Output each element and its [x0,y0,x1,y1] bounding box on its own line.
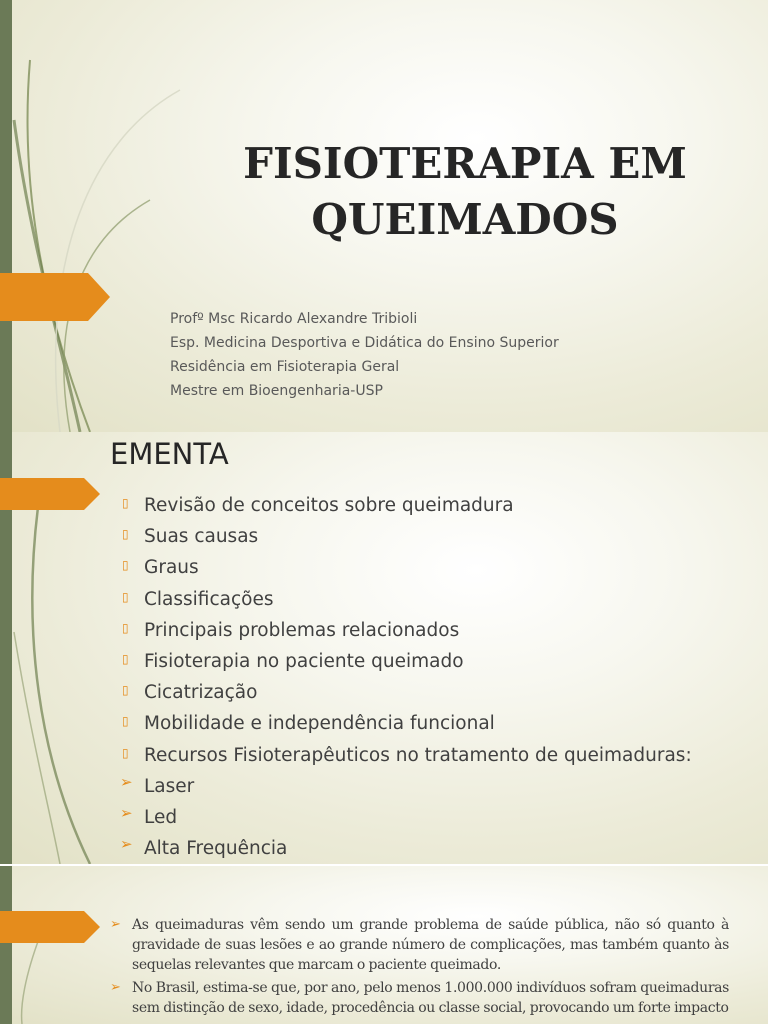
decorative-leaf-curves [0,866,120,1024]
presenter-credentials [170,307,559,403]
box-bullet-icon: ▯ [122,589,129,604]
ementa-item [120,771,692,802]
credential-line: Esp. Medicina Desportiva e Didática do Ensino Superior [170,335,559,351]
ementa-slide [0,432,768,864]
orange-arrow-tab [0,273,110,321]
ementa-item [120,833,692,864]
ementa-item [120,740,692,771]
box-bullet-icon: ▯ [122,652,129,667]
paragraph-list [110,915,729,1021]
content-slide [0,866,768,1024]
ementa-bullet-list [120,490,692,864]
ementa-item [120,646,692,677]
ementa-item-text: Alta Frequência [144,838,288,860]
ementa-item-text: Laser [144,775,195,797]
orange-arrow-tab [0,478,100,510]
ementa-item-text: Cicatrização [144,682,258,704]
ementa-item-text: Revisão de conceitos sobre queimadura [144,495,514,516]
slide-side-bar [0,866,12,1024]
box-bullet-icon: ▯ [122,527,129,542]
ementa-item [120,552,692,583]
paragraph-text: As queimaduras vêm sendo um grande problema de saúde pública, não só quanto à gravidade de suas lesões e ao grande número de complicações, mas também quanto às sequelas relevantes que marcam o paciente queimado. [132,917,729,973]
credential-line: Mestre em Bioengenharia-USP [170,383,383,399]
box-bullet-icon: ▯ [122,683,129,698]
ementa-item-text: Suas causas [144,526,259,548]
arrow-bullet-icon: ➢ [120,772,133,791]
ementa-item [120,584,692,615]
box-bullet-icon: ▯ [122,558,129,573]
paragraph-item [110,915,729,975]
ementa-item-text: Recursos Fisioterapêuticos no tratamento de queimaduras: [144,744,692,766]
arrow-bullet-icon: ➢ [110,917,121,932]
box-bullet-icon: ▯ [122,620,129,635]
box-bullet-icon: ▯ [122,714,129,729]
ementa-item [120,615,692,646]
ementa-item [120,490,692,521]
title-slide [0,0,768,432]
orange-arrow-tab [0,911,100,943]
credential-line: Residência em Fisioterapia Geral [170,359,400,375]
credential-line: Profº Msc Ricardo Alexandre Tribioli [170,311,418,327]
box-bullet-icon: ▯ [122,745,129,760]
presentation-title: FISIOTERAPIA EM QUEIMADOS [243,139,687,244]
arrow-bullet-icon: ➢ [120,804,133,823]
ementa-item [120,677,692,708]
ementa-item [120,708,692,739]
ementa-item [120,802,692,833]
ementa-item-text: Graus [144,557,199,579]
ementa-item-text: Mobilidade e independência funcional [144,713,495,735]
arrow-bullet-icon: ➢ [110,980,121,995]
arrow-bullet-icon: ➢ [120,835,133,854]
ementa-item [120,521,692,552]
slide-side-bar [0,0,12,432]
ementa-item-text: Classificações [144,588,274,610]
box-bullet-icon: ▯ [122,496,129,510]
slide-heading: EMENTA [110,437,229,471]
ementa-item-text: Fisioterapia no paciente queimado [144,651,464,673]
paragraph-item [110,978,729,1018]
ementa-item-text: Led [144,807,178,829]
paragraph-text: No Brasil, estima-se que, por ano, pelo menos 1.000.000 indivíduos sofram queimaduras sem distinção de sexo, idade, procedência ou classe social, provocando um forte impacto [132,980,729,1016]
ementa-item-text: Principais problemas relacionados [144,619,460,641]
